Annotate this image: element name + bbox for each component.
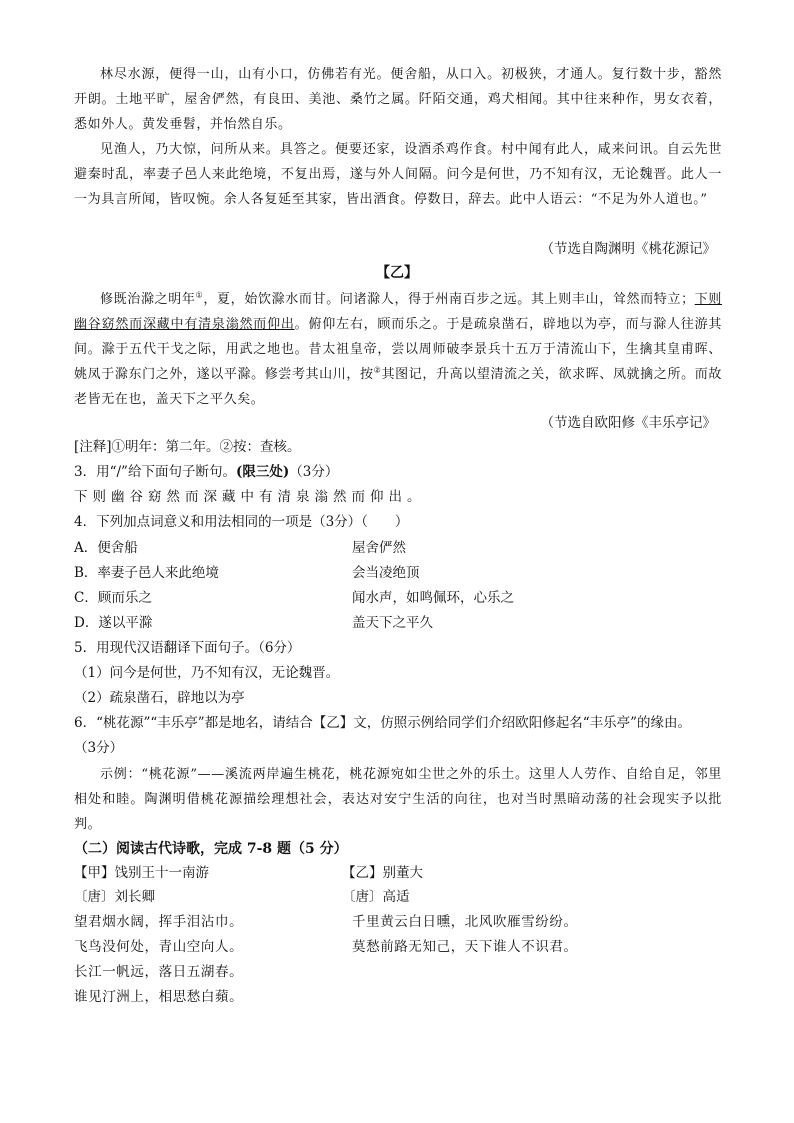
yi-underlined-sentence: 下则幽谷窈然而深藏中有清泉滃然而仰出	[74, 292, 723, 332]
poem-jia-title: 【甲】饯别王十一南游	[74, 865, 209, 881]
annotation-notes: [注释]①明年：第二年。②按：查核。	[74, 439, 301, 455]
question-3-limit: (限三处)	[235, 464, 290, 480]
question-6-stem: 6．“桃花源”“丰乐亭”都是地名，请结合【乙】文，仿照示例给同学们介绍欧阳修起名“丰乐亭”的缘由。	[74, 715, 691, 731]
poem-jia-line-2: 飞鸟没何处，青山空向人。	[74, 939, 244, 955]
section-2-title: （二）阅读古代诗歌，完成 7-8 题（5 分）	[74, 841, 348, 857]
option-b-left: B．率妻子邑人来此绝境	[74, 565, 219, 581]
poem-yi-line-1: 千里黄云白日曛，北风吹雁雪纷纷。	[352, 914, 578, 930]
question-6-score: （3分）	[74, 740, 124, 756]
question-5-item-1: （1）问今是何世，乃不知有汉，无论魏晋。	[74, 665, 340, 681]
option-b-right: 会当凌绝顶	[352, 565, 420, 581]
yi-text-1: 修既治滁之明年	[100, 292, 196, 307]
yi-text-4: 其图记，升高以望清流之关，欲求晖、凤就擒之所。而故老皆无在也，盖天下之平久矣。	[74, 367, 722, 407]
option-d-left: D．遂以平滁	[74, 615, 153, 631]
question-5-stem: 5．用现代汉语翻译下面句子。（6分）	[74, 640, 301, 656]
poem-yi-author: 〔唐〕高适	[342, 889, 410, 905]
poem-yi-title: 【乙】别董大	[342, 865, 423, 881]
question-6-example: 示例：“桃花源”——溪流两岸遍生桃花，桃花源宛如尘世之外的乐土。这里人人劳作、自给自足，邻里相处和睦。陶渊明借桃花源描绘理想社会，表达对安宁生活的向往，也对当时黑暗动荡的社会现实予以批判。	[74, 767, 722, 832]
jia-paragraph-1: 林尽水源，便得一山，山有小口，仿佛若有光。便舍船，从口入。初极狭，才通人。复行数十步，豁然开朗。土地平旷，屋舍俨然，有良田、美池、桑竹之属。阡陌交通，鸡犬相闻。其中往来种作，男女衣着，悉如外人。黄发垂髫，并怡然自乐。	[74, 67, 722, 132]
question-3-sentence: 下则幽谷窈然而深藏中有清泉滃然而仰出。	[74, 489, 426, 505]
option-d-right: 盖天下之平久	[352, 615, 433, 631]
question-4-stem: 4．下列加点词意义和用法相同的一项是（3分）（ ）	[74, 514, 409, 530]
poem-jia-line-4: 谁见汀洲上，相思愁白蘋。	[74, 989, 244, 1005]
poem-yi-line-2: 莫愁前路无知己，天下谁人不识君。	[352, 939, 578, 955]
question-3-score: （3分）	[289, 464, 339, 480]
poem-jia-line-1: 望君烟水阔，挥手泪沾巾。	[74, 914, 244, 930]
option-c-right: 闻水声，如鸣佩环，心乐之	[352, 590, 514, 606]
yi-text-2: ，夏，始饮滁水而甘。问诸滁人，得于州南百步之远。其上则丰山，耸然而特立；	[203, 292, 695, 307]
poem-jia-line-3: 长江一帆远，落日五湖春。	[74, 964, 244, 980]
jia-source: （节选自陶渊明《桃花源记》	[540, 241, 716, 257]
jia-paragraph-2: 见渔人，乃大惊，问所从来。具答之。便要还家，设酒杀鸡作食。村中闻有此人，咸来问讯。自云先世避秦时乱，率妻子邑人来此绝境，不复出焉，遂与外人间隔。问今是何世，乃不知有汉，无论魏晋。此人一一为具言所闻，皆叹惋。余人各复延至其家，皆出酒食。停数日，辞去。此中人语云：“不足为外人道也。”	[74, 142, 722, 207]
question-5-item-2: （2）疏泉凿石，辟地以为亭	[74, 690, 245, 706]
option-a-right: 屋舍俨然	[352, 540, 406, 556]
option-c-left: C．顾而乐之	[74, 590, 152, 606]
question-3-text: 3．用“/”给下面句子断句。	[74, 464, 236, 480]
yi-paragraph	[74, 287, 722, 412]
yi-heading: 【乙】	[376, 265, 418, 281]
question-3-stem	[74, 461, 338, 483]
note-marker-1: ①	[195, 290, 204, 300]
note-marker-2: ②	[373, 365, 382, 375]
yi-text-3: 。俯仰左右，顾而乐之。于是疏泉凿石，辟地以为亭，而与滁人往游其间。滁于五代干戈之际，用武之地也。昔太祖皇帝，尝以周师破李景兵十五万于清流山下，生擒其皇甫晖、姚凤于滁东门之外，遂以平滁。修尝考其山川，按	[74, 317, 722, 382]
yi-source: （节选自欧阳修《丰乐亭记》	[540, 415, 716, 431]
poem-jia-author: 〔唐〕刘长卿	[74, 889, 155, 905]
option-a-left: A．便舍船	[74, 540, 138, 556]
